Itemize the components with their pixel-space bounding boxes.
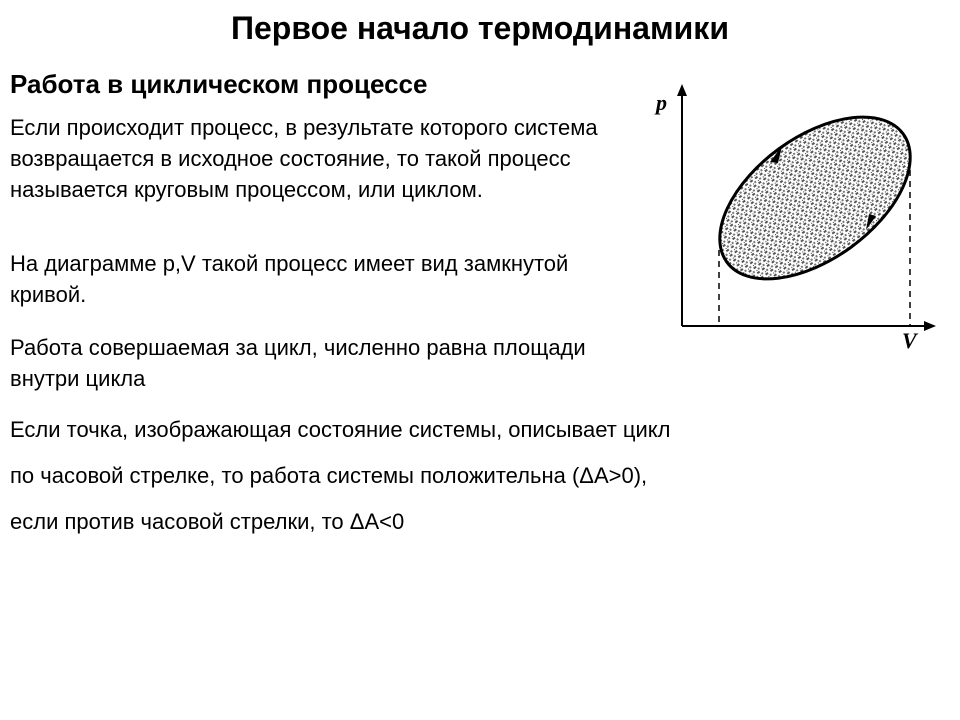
line-clockwise-positive: по часовой стрелке, то работа системы положительна (ΔA>0),	[10, 463, 648, 488]
pv-cycle-diagram	[640, 80, 940, 360]
p-axis-label: p	[656, 90, 667, 115]
v-axis-arrow-icon	[924, 321, 936, 331]
line-counterclockwise-negative: если против часовой стрелки, то ΔA<0	[10, 509, 405, 534]
p-axis-arrow-icon	[677, 84, 687, 96]
slide-title: Первое начало термодинамики	[231, 10, 729, 46]
paragraph-work-area: Работа совершаемая за цикл, численно равна площади внутри цикла	[10, 335, 586, 391]
paragraph-pv-diagram: На диаграмме p,V такой процесс имеет вид замкнутой кривой.	[10, 251, 569, 307]
v-axis-label: V	[902, 328, 917, 353]
line-clockwise-intro: Если точка, изображающая состояние системы, описывает цикл	[10, 417, 671, 442]
paragraph-cycle-definition: Если происходит процесс, в результате которого система возвращается в исходное состояние, то такой процесс называется круговым процессом, или циклом.	[10, 115, 598, 202]
cycle-loop	[691, 85, 939, 312]
section-subtitle: Работа в циклическом процессе	[10, 69, 428, 99]
